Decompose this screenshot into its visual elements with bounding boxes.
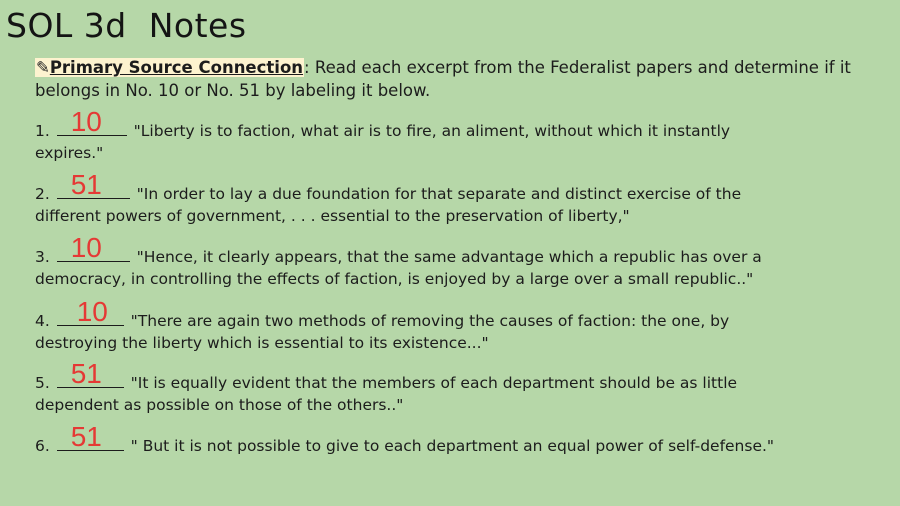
excerpt-line: expires." — [35, 144, 104, 162]
primary-source-text: Primary Source Connection — [49, 58, 304, 77]
instructions — [35, 56, 855, 102]
excerpt-line: "There are again two methods of removing the causes of faction: the one, by — [125, 312, 730, 330]
answer-blank — [57, 421, 124, 452]
answer-value: 10 — [70, 106, 102, 137]
item-number: 3. — [35, 248, 50, 266]
answer-value: 10 — [76, 296, 108, 327]
answer-value: 10 — [70, 232, 102, 263]
answer-blank — [57, 296, 124, 327]
item-number: 2. — [35, 185, 50, 203]
excerpt-line: different powers of government, . . . essential to the preservation of liberty," — [35, 207, 630, 225]
answer-blank — [57, 106, 127, 137]
intro-colon: : — [304, 58, 310, 77]
excerpt-item-5 — [35, 358, 885, 416]
item-number: 5. — [35, 374, 50, 392]
answer-value: 51 — [70, 169, 102, 200]
intro-text: Read each excerpt from the Federalist papers and determine if it belongs in No. 10 or No. 51 by labeling it below. — [35, 58, 851, 100]
excerpt-item-2 — [35, 169, 885, 227]
excerpt-line: "Hence, it clearly appears, that the same advantage which a republic has over a — [131, 248, 762, 266]
item-number: 6. — [35, 437, 50, 455]
excerpt-item-4 — [35, 296, 885, 354]
item-number: 4. — [35, 312, 50, 330]
excerpt-line: democracy, in controlling the effects of faction, is enjoyed by a large over a small republic.." — [35, 270, 754, 288]
slide-title: SOL 3d Notes — [6, 6, 247, 45]
answer-value: 51 — [70, 358, 102, 389]
answer-value: 51 — [70, 421, 102, 452]
answer-blank — [57, 358, 124, 389]
item-number: 1. — [35, 122, 50, 140]
answer-blank — [57, 232, 130, 263]
pencil-icon: ✎ — [36, 58, 50, 77]
excerpt-item-3 — [35, 232, 885, 290]
excerpt-line: dependent as possible on those of the others.." — [35, 396, 404, 414]
answer-blank — [57, 169, 130, 200]
excerpt-item-6 — [35, 421, 885, 457]
excerpt-line: "In order to lay a due foundation for that separate and distinct exercise of the — [131, 185, 742, 203]
excerpt-line: destroying the liberty which is essential to its existence..." — [35, 334, 489, 352]
excerpt-line: "It is equally evident that the members of each department should be as little — [125, 374, 738, 392]
excerpt-line: " But it is not possible to give to each department an equal power of self-defense." — [125, 437, 775, 455]
excerpt-line: "Liberty is to faction, what air is to fire, an aliment, without which it instantly — [128, 122, 731, 140]
primary-source-label — [35, 58, 304, 77]
excerpt-item-1 — [35, 106, 885, 164]
